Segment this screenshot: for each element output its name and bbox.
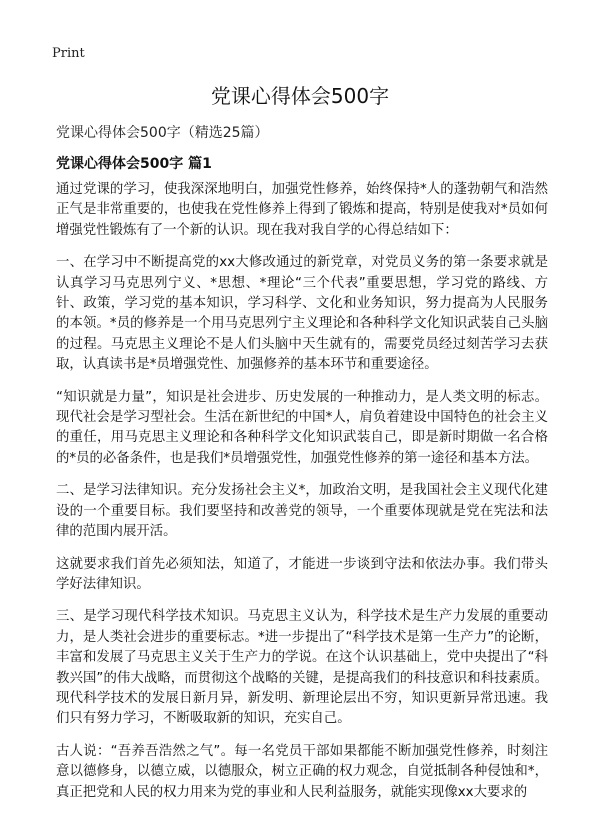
document-title: 党课心得体会500字 — [210, 84, 390, 108]
document-body — [56, 180, 548, 815]
paragraph-7: 古人说：“吾养吾浩然之气”。每一名党员干部如果都能不断加强党性修养，时刻注意以德修身，以德立威，以德服众，树立正确的权力观念，自觉抵制各种侵蚀和*，真正把党和人民的权力用来为党的事业和人民利益服务，就能实现像xx大要求的 — [56, 743, 548, 800]
paragraph-1: 通过党课的学习，使我深深地明白，加强党性修养，始终保持*人的蓬勃朝气和浩然正气是非常重要的，也使我在党性修养上得到了锻炼和提高，特别是使我对*员如何增强党性锻炼有了一个新的认识。现在我对我自学的心得总结如下： — [56, 182, 548, 238]
paragraph-3: “知识就是力量”，知识是社会进步、历史发展的一种推动力，是人类文明的标志。现代社会是学习型社会。生活在新世纪的中国*人，肩负着建设中国特色的社会主义的重任，用马克思主义理论和各种科学文化知识武装自己，即是新时期做一名合格的*员的必备条件，也是我们*员增强党性，加强党性修养的第一途径和基本方法。 — [56, 389, 548, 466]
paragraph-6: 三、是学习现代科学技术知识。马克思主义认为，科学技术是生产力发展的重要动力，是人类社会进步的重要标志。*进一步提出了“科学技术是第一生产力”的论断，丰富和发展了马克思主义关于生产力的学说。在这个认识基础上，党中央提出了“科教兴国”的伟大战略，而贯彻这个战略的关键，是提高我们的科技意识和科技素质。现代科学技术的发展日新月异，新发明、新理论层出不穷，知识更新异常迅速。我们只有努力学习，不断吸取新的知识，充实自己。 — [56, 609, 548, 727]
paragraph-2: 一、在学习中不断提高党的xx大修改通过的新党章，对党员义务的第一条要求就是认真学习马克思列宁义、*思想、*理论“三个代表”重要思想，学习党的路线、方针、政策，学习党的基本知识，学习科学、文化和业务知识，努力提高为人民服务的本领。*员的修养是一个用马克思列宁主义理论和各种科学文化知识武装自己头脑的过程。马克思主义理论不是人们头脑中天生就有的，需要党员经过刻苦学习去获取，认真读书是*员增强党性、加强修养的基本环节和重要途径。 — [56, 255, 548, 373]
paragraph-4: 二、是学习法律知识。充分发扬社会主义*，加政治文明，是我国社会主义现代化建设的一个重要目标。我们要坚持和改善党的领导，一个重要体现就是党在宪法和法律的范围内展开活。 — [56, 483, 548, 540]
paragraph-5: 这就要求我们首先必须知法，知道了，才能进一步谈到守法和依法办事。我们带头学好法律知识。 — [56, 556, 548, 592]
print-link[interactable]: Print — [52, 46, 85, 61]
document-subtitle: 党课心得体会500字（精选25篇） — [56, 125, 269, 141]
section-heading: 党课心得体会500字 篇1 — [56, 156, 212, 172]
